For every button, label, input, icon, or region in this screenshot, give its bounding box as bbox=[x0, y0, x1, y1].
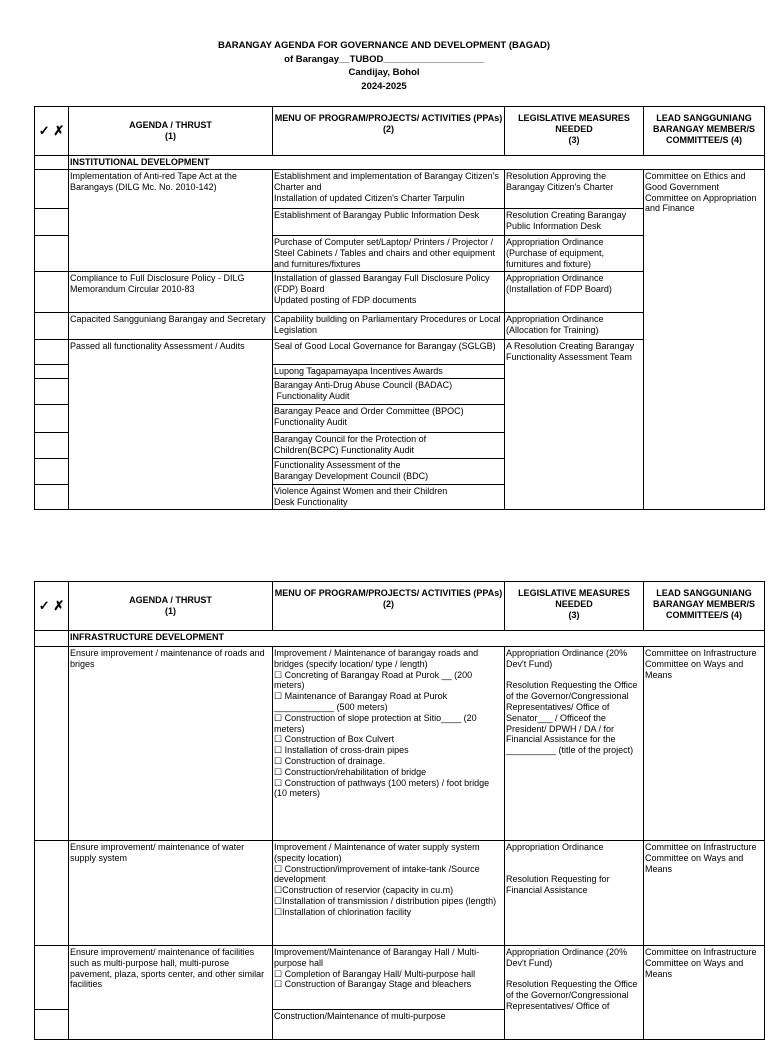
table-row bbox=[35, 170, 765, 209]
agenda-cell: Passed all functionality Assessment / Audits bbox=[69, 340, 273, 510]
legislative-cell: Resolution Creating Barangay Public Information Desk bbox=[505, 209, 644, 236]
ppa-cell: Establishment and implementation of Barangay Citizen's Charter and Installation of updated Citizen's Charter Tarpulin bbox=[273, 170, 505, 209]
ppa-cell: Improvement/Maintenance of Barangay Hall / Multi-purpose hall ☐ Completion of Barangay Hall/ Multi-purpose hall ☐ Construction of Barangay Stage and bleachers bbox=[273, 946, 505, 1010]
agenda-cell: Ensure improvement / maintenance of roads and briges bbox=[69, 647, 273, 841]
ppa-cell: Barangay Council for the Protection of Children(BCPC) Functionality Audit bbox=[273, 432, 505, 458]
agenda-cell: Ensure improvement/ maintenance of water supply system bbox=[69, 841, 273, 946]
agenda-header: AGENDA / THRUST (1) bbox=[69, 582, 273, 631]
agenda-header: AGENDA / THRUST (1) bbox=[69, 107, 273, 156]
section-row bbox=[35, 631, 765, 647]
ppa-cell: Seal of Good Local Governance for Barangay (SGLGB) bbox=[273, 340, 505, 365]
check-icon: ✓ bbox=[38, 597, 50, 613]
table-header-row bbox=[35, 582, 765, 631]
check-cell[interactable] bbox=[35, 365, 69, 379]
check-cell[interactable] bbox=[35, 313, 69, 340]
barangay-line: of Barangay__TUBOD___________________ bbox=[284, 53, 484, 65]
document-title bbox=[0, 39, 768, 93]
check-cell[interactable] bbox=[35, 272, 69, 313]
legislative-header: LEGISLATIVE MEASURES NEEDED (3) bbox=[505, 107, 644, 156]
check-cell[interactable] bbox=[35, 340, 69, 365]
cross-icon: ✗ bbox=[53, 122, 65, 138]
table-header-row bbox=[35, 107, 765, 156]
checkmark-header bbox=[35, 107, 69, 156]
legislative-cell: Appropriation Ordinance (Purchase of equipment, furnitures and fixture) bbox=[505, 236, 644, 272]
ppa-cell: Violence Against Women and their Children Desk Functionality bbox=[273, 484, 505, 509]
year-line: 2024-2025 bbox=[361, 80, 407, 92]
check-icon: ✓ bbox=[38, 122, 50, 138]
ppa-cell: Capability building on Parliamentary Procedures or Local Legislation bbox=[273, 313, 505, 340]
legislative-cell: A Resolution Creating Barangay Functionality Assessment Team bbox=[505, 340, 644, 510]
legislative-cell: Appropriation Ordinance (Installation of FDP Board) bbox=[505, 272, 644, 313]
check-cell[interactable] bbox=[35, 404, 69, 432]
ppa-cell: Lupong Tagapamayapa Incentives Awards bbox=[273, 365, 505, 379]
table-row bbox=[35, 841, 765, 946]
check-cell[interactable] bbox=[35, 170, 69, 209]
ppa-cell: Improvement / Maintenance of barangay roads and bridges (specify location/ type / length) ☐ Concreting of Barangay Road at Purok __ (200 meters) ☐ Maintenance of Barangay Road at Purok ____________ (500 meters) ☐ Construction of slope protection at Sitio____ (20 meters) ☐ Construction of Box Culvert ☐ Installation of cross-drain pipes ☐ Construction of drainage. ☐ Construction/rehabilitation of bridge ☐ Construction of pathways (100 meters) / foot bridge (10 meters) bbox=[273, 647, 505, 841]
cross-icon: ✗ bbox=[53, 597, 65, 613]
agenda-table-infrastructure bbox=[34, 581, 765, 1040]
check-cell[interactable] bbox=[35, 484, 69, 509]
legislative-cell: Appropriation Ordinance (20% Dev't Fund) Resolution Requesting the Office of the Governor/Congressional Representatives/ Office of Senator___ / Officeof the President/ DPWH / DA / for Financial Assistance for the __________ (title of the project) bbox=[505, 647, 644, 841]
section-title: INFRASTRUCTURE DEVELOPMENT bbox=[69, 631, 765, 647]
legislative-cell: Appropriation Ordinance (Allocation for Training) bbox=[505, 313, 644, 340]
menu-header: MENU OF PROGRAM/PROJECTS/ ACTIVITIES (PPAs) (2) bbox=[273, 582, 505, 631]
lead-cell: Committee on Infrastructure Committee on Ways and Means bbox=[644, 647, 765, 841]
lead-cell: Committee on Infrastructure Committee on Ways and Means bbox=[644, 946, 765, 1040]
legislative-cell: Resolution Approving the Barangay Citizen's Charter bbox=[505, 170, 644, 209]
check-cell[interactable] bbox=[35, 946, 69, 1010]
legislative-header: LEGISLATIVE MEASURES NEEDED (3) bbox=[505, 582, 644, 631]
lead-cell: Committee on Ethics and Good Government Committee on Appropriation and Finance bbox=[644, 170, 765, 510]
agenda-table-institutional bbox=[34, 106, 765, 510]
agenda-cell: Ensure improvement/ maintenance of facilities such as multi-purpose hall, multi-purose pavement, plaza, sports center, and other similar facilities bbox=[69, 946, 273, 1040]
section-row bbox=[35, 156, 765, 170]
check-cell[interactable] bbox=[35, 209, 69, 236]
section-title: INSTITUTIONAL DEVELOPMENT bbox=[69, 156, 765, 170]
ppa-cell: Establishment of Barangay Public Information Desk bbox=[273, 209, 505, 236]
title-line: BARANGAY AGENDA FOR GOVERNANCE AND DEVELOPMENT (BAGAD) bbox=[218, 40, 550, 51]
check-cell[interactable] bbox=[35, 236, 69, 272]
check-cell[interactable] bbox=[35, 647, 69, 841]
check-cell[interactable] bbox=[35, 432, 69, 458]
agenda-cell: Implementation of Anti-red Tape Act at the Barangays (DILG Mc. No. 2010-142) bbox=[69, 170, 273, 272]
lead-header: LEAD SANGGUNIANG BARANGAY MEMBER/S COMMITTEE/S (4) bbox=[644, 582, 765, 631]
legislative-cell: Appropriation Ordinance (20% Dev't Fund) Resolution Requesting the Office of the Governor/Congressional Representatives/ Office of bbox=[505, 946, 644, 1040]
ppa-cell: Barangay Peace and Order Committee (BPOC) Functionality Audit bbox=[273, 404, 505, 432]
ppa-cell: Improvement / Maintenance of water supply system (specity location) ☐ Construction/improvement of intake-tank /Source development ☐Construction of reservior (capacity in cu.m) ☐Installation of transmission / distribution pipes (length) ☐Installation of chlorination facility bbox=[273, 841, 505, 946]
table-row bbox=[35, 647, 765, 841]
agenda-cell: Compliance to Full Disclosure Policy - DILG Memorandum Circular 2010-83 bbox=[69, 272, 273, 313]
menu-header: MENU OF PROGRAM/PROJECTS/ ACTIVITIES (PPAs) (2) bbox=[273, 107, 505, 156]
ppa-cell: Functionality Assessment of the Barangay Development Council (BDC) bbox=[273, 458, 505, 484]
agenda-cell: Capacited Sangguniang Barangay and Secretary bbox=[69, 313, 273, 340]
lead-header: LEAD SANGGUNIANG BARANGAY MEMBER/S COMMITTEE/S (4) bbox=[644, 107, 765, 156]
check-cell[interactable] bbox=[35, 841, 69, 946]
checkmark-header bbox=[35, 582, 69, 631]
table-row bbox=[35, 946, 765, 1010]
check-cell[interactable] bbox=[35, 378, 69, 404]
location-line: Candijay, Bohol bbox=[348, 67, 420, 78]
check-cell[interactable] bbox=[35, 458, 69, 484]
check-cell[interactable] bbox=[35, 1010, 69, 1040]
ppa-cell: Construction/Maintenance of multi-purpose bbox=[273, 1010, 505, 1040]
ppa-cell: Installation of glassed Barangay Full Disclosure Policy (FDP) Board Updated posting of FDP documents bbox=[273, 272, 505, 313]
ppa-cell: Barangay Anti-Drug Abuse Council (BADAC) Functionality Audit bbox=[273, 378, 505, 404]
ppa-cell: Purchase of Computer set/Laptop/ Printers / Projector / Steel Cabinets / Tables and chairs and other equipment and furnitures/fixtures bbox=[273, 236, 505, 272]
legislative-cell: Appropriation Ordinance Resolution Requesting for Financial Assistance bbox=[505, 841, 644, 946]
lead-cell: Committee on Infrastructure Committee on Ways and Means bbox=[644, 841, 765, 946]
